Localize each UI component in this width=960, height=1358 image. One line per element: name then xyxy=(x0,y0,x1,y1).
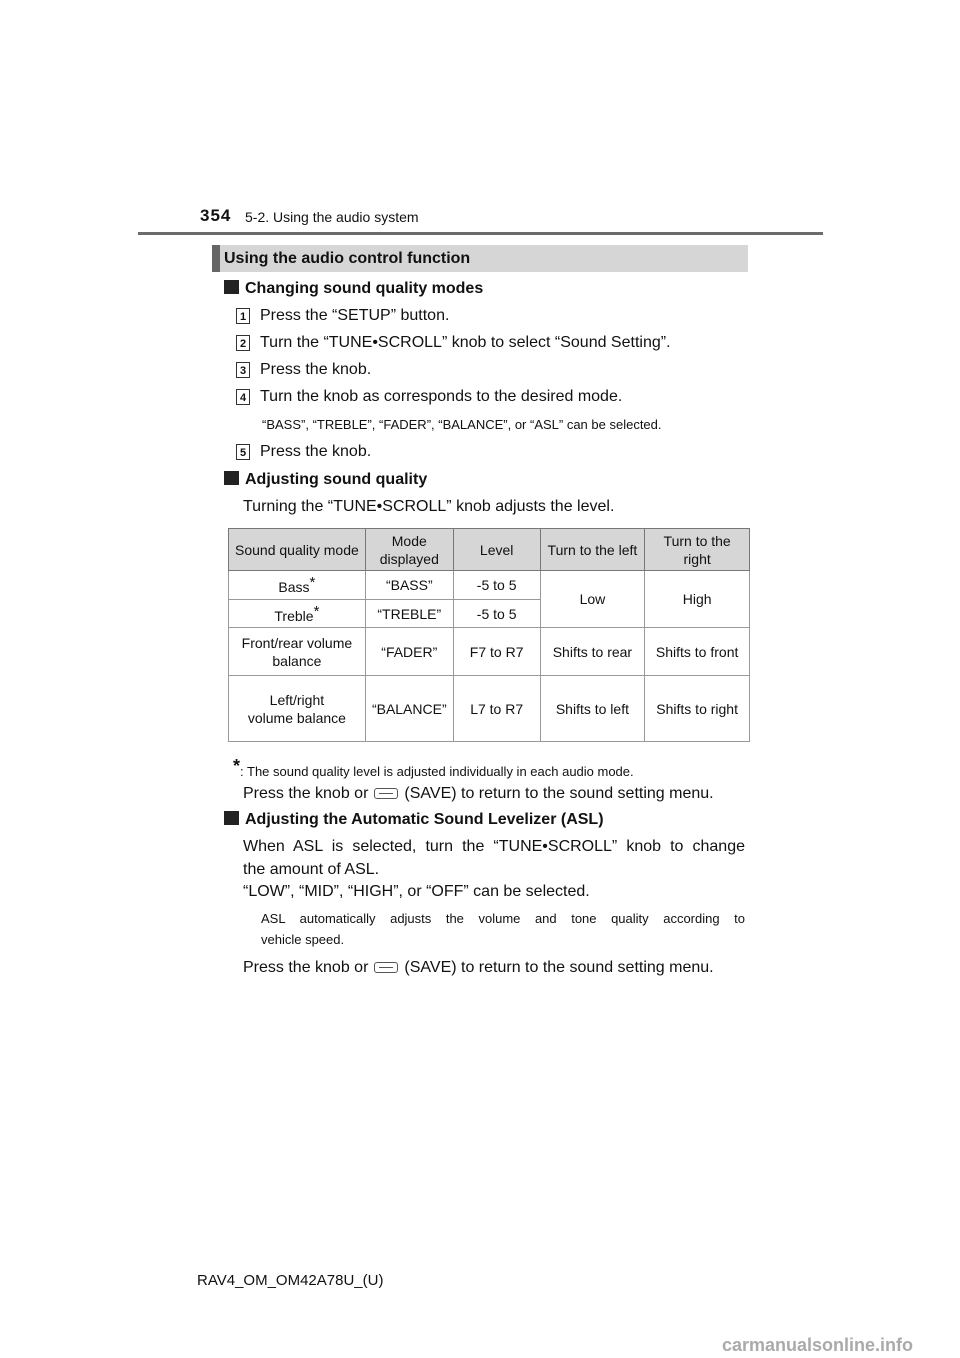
table-header-row xyxy=(229,529,750,571)
table-row xyxy=(229,628,750,676)
cell-left: Shifts to rear xyxy=(540,628,645,676)
save-button-icon xyxy=(374,788,398,799)
return-text-after: (SAVE) to return to the sound setting menu. xyxy=(404,785,714,802)
footnote-text: : The sound quality level is adjusted individually in each audio mode. xyxy=(240,764,634,779)
step-number-4: 4 xyxy=(236,389,250,405)
cell-right: Shifts to front xyxy=(645,628,750,676)
cell-display: “FADER” xyxy=(365,628,453,676)
heading-text: Adjusting the Automatic Sound Levelizer (ASL) xyxy=(245,811,604,828)
cell-display: “BALANCE” xyxy=(365,676,453,742)
step-text-2: Turn the “TUNE•SCROLL” knob to select “Sound Setting”. xyxy=(260,334,671,351)
asl-body-line-1: When ASL is selected, turn the “TUNE•SCROLL” knob to change xyxy=(243,838,745,855)
step-number-2: 2 xyxy=(236,335,250,351)
asl-note-line-1: ASL automatically adjusts the volume and tone quality according to xyxy=(261,911,745,926)
page-number: 354 xyxy=(200,206,232,225)
return-instruction-2 xyxy=(243,959,714,977)
cell-right: Shifts to right xyxy=(645,676,750,742)
heading-text: Changing sound quality modes xyxy=(245,280,484,297)
save-button-icon xyxy=(374,962,398,973)
cell-display: “TREBLE” xyxy=(365,600,453,628)
table-row xyxy=(229,676,750,742)
return-text-before: Press the knob or xyxy=(243,785,369,802)
cell-level: F7 to R7 xyxy=(453,628,540,676)
mode-text: Treble xyxy=(274,607,314,624)
mode-text: Bass xyxy=(278,579,310,595)
cell-mode: Front/rear volume balance xyxy=(229,628,366,676)
step-4-note: “BASS”, “TREBLE”, “FADER”, “BALANCE”, or “ASL” can be selected. xyxy=(262,417,662,432)
footnote-asterisk: * xyxy=(233,756,241,776)
adjusting-body: Turning the “TUNE•SCROLL” knob adjusts the level. xyxy=(243,498,615,515)
return-instruction xyxy=(243,785,714,803)
header-turn-left: Turn to the left xyxy=(540,529,645,571)
cell-level: -5 to 5 xyxy=(453,571,540,600)
header-turn-right: Turn to the right xyxy=(645,529,750,571)
asterisk-mark: * xyxy=(309,574,316,591)
step-number-5: 5 xyxy=(236,444,250,460)
footer-code: RAV4_OM_OM42A78U_(U) xyxy=(197,1272,384,1289)
step-text-4: Turn the knob as corresponds to the desired mode. xyxy=(260,388,623,405)
square-bullet-icon xyxy=(224,471,239,485)
square-bullet-icon xyxy=(224,811,239,825)
cell-mode xyxy=(229,571,366,600)
heading-adjusting-quality xyxy=(224,471,427,489)
table-row xyxy=(229,571,750,600)
header-level: Level xyxy=(453,529,540,571)
asterisk-mark: * xyxy=(313,602,320,620)
heading-text: Adjusting sound quality xyxy=(245,471,428,488)
header-mode-displayed: Mode displayed xyxy=(365,529,453,571)
cell-right: High xyxy=(645,571,750,628)
asl-note-line-2: vehicle speed. xyxy=(261,932,345,947)
return-text-after: (SAVE) to return to the sound setting menu. xyxy=(404,959,714,976)
cell-level: -5 to 5 xyxy=(453,600,540,628)
square-bullet-icon xyxy=(224,280,239,294)
watermark: carmanualsonline.info xyxy=(722,1335,914,1355)
cell-left: Shifts to left xyxy=(540,676,645,742)
table-footnote xyxy=(233,756,634,779)
heading-asl xyxy=(224,811,604,829)
header-sound-quality-mode: Sound quality mode xyxy=(229,529,366,571)
step-text-5: Press the knob. xyxy=(260,443,372,460)
sound-quality-table xyxy=(228,528,750,742)
cell-level: L7 to R7 xyxy=(453,676,540,742)
cell-display: “BASS” xyxy=(365,571,453,600)
step-number-1: 1 xyxy=(236,308,250,324)
asl-body-line-3: “LOW”, “MID”, “HIGH”, or “OFF” can be selected. xyxy=(243,883,590,900)
heading-changing-modes xyxy=(224,280,483,298)
step-text-3: Press the knob. xyxy=(260,361,372,378)
step-text-1: Press the “SETUP” button. xyxy=(260,307,450,324)
cell-left: Low xyxy=(540,571,645,628)
asl-body-line-2: the amount of ASL. xyxy=(243,861,380,878)
step-number-3: 3 xyxy=(236,362,250,378)
header-rule xyxy=(138,232,823,235)
section-title: Using the audio control function xyxy=(224,250,471,267)
breadcrumb: 5-2. Using the audio system xyxy=(245,209,419,225)
cell-mode: Left/right volume balance xyxy=(229,676,366,742)
cell-mode xyxy=(229,600,366,628)
return-text-before: Press the knob or xyxy=(243,959,369,976)
